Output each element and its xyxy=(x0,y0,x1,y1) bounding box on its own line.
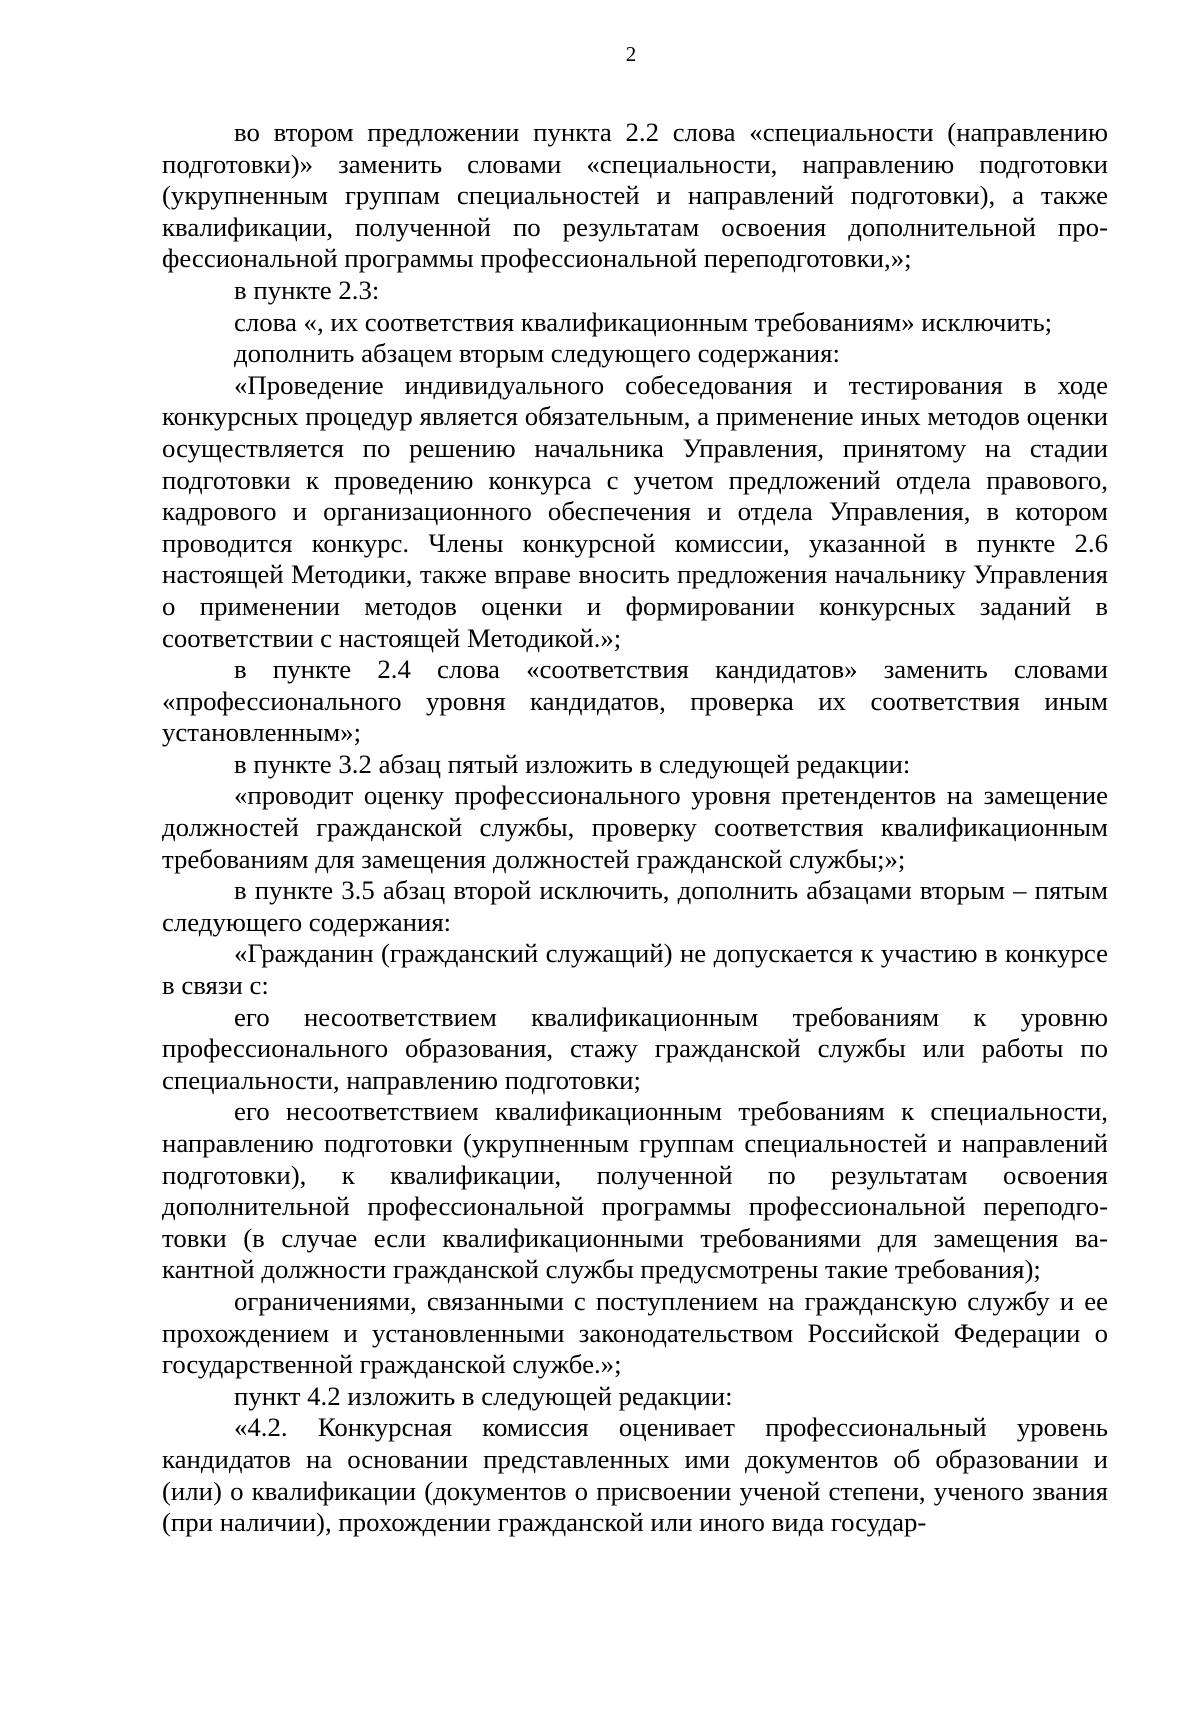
paragraph: пункт 4.2 изложить в следующей редакции: xyxy=(234,1380,733,1411)
paragraph: слова «, их соответствия квалификационным требованиям» исключить; xyxy=(234,306,1053,337)
paragraph: «Проведение индивидуального собеседования и тестирования в ходе конкурсных процедур является обязательным, а применение иных методов оценки осуществляется по решению начальника Управления, принятому на стадии подготовки к проведению конкурса с учетом предложений отдела правового, кадрового и организационного обеспечения и отдела Управления, в котором проводится конкурс. Члены конкурсной комиссии, указанной в пункте 2.6 настоящей Методики, также вправе вносить предложения начальнику Управления о применении методов оценки и формировании конкурсных заданий в соответствии с настоящей Методикой.»; xyxy=(162,369,1108,653)
paragraph: ограничениями, связанными с поступлением на гражданскую службу и ее прохождением и установленными законодательством Российской Федерации о государственной гражданской службе.»; xyxy=(162,1285,1108,1380)
paragraph: в пункте 3.2 абзац пятый изложить в следующей редакции: xyxy=(234,748,911,779)
document-body xyxy=(162,117,1108,1539)
paragraph: «Гражданин (гражданский служащий) не допускается к участию в конкурсе в связи с: xyxy=(162,938,1108,1001)
paragraph: во втором предложении пункта 2.2 слова «специальности (направлению подготовки)» заменить словами «специальности, направлению подготовки (укрупненным группам специальностей и направлений подготовки), а также квалификации, полученной по результатам освоения дополнительной профессиональной программы профессиональной переподготовки,»; xyxy=(162,117,1108,274)
paragraph: дополнить абзацем вторым следующего содержания: xyxy=(234,338,840,369)
paragraph: его несоответствием квалификационным требованиям к специальности, направлению подготовки (укрупненным группам специальностей и направлений подготовки), к квалификации, полученной по результатам освоения дополнительной профессиональной программы профессиональной переподготовки (в случае если квалификационными требованиями для замещения вакантной должности гражданской службы предусмотрены такие требования); xyxy=(162,1096,1108,1285)
paragraph: в пункте 3.5 абзац второй исключить, дополнить абзацами вторым – пятым следующего содержания: xyxy=(162,875,1108,937)
paragraph: «проводит оценку профессионального уровня претендентов на замещение должностей гражданской службы, проверку соответствия квалификационным требованиям для замещения должностей гражданской службы;»; xyxy=(162,780,1108,874)
paragraph: его несоответствием квалификационным требованиям к уровню профессионального образования, стажу гражданской службы или работы по специальности, направлению подготовки; xyxy=(162,1001,1108,1095)
paragraph: «4.2. Конкурсная комиссия оценивает профессиональный уровень кандидатов на основании представленных ими документов об образовании и (или) о квалификации (документов о присвоении ученой степени, ученого звания (при наличии), прохождении гражданской или иного вида государ- xyxy=(162,1412,1108,1538)
paragraph: в пункте 2.4 слова «соответствия кандидатов» заменить словами «профессионального уровня кандидатов, проверка их соответствия иным установленным»; xyxy=(162,654,1108,748)
paragraph: в пункте 2.3: xyxy=(234,274,380,305)
page-number: 2 xyxy=(625,42,637,66)
